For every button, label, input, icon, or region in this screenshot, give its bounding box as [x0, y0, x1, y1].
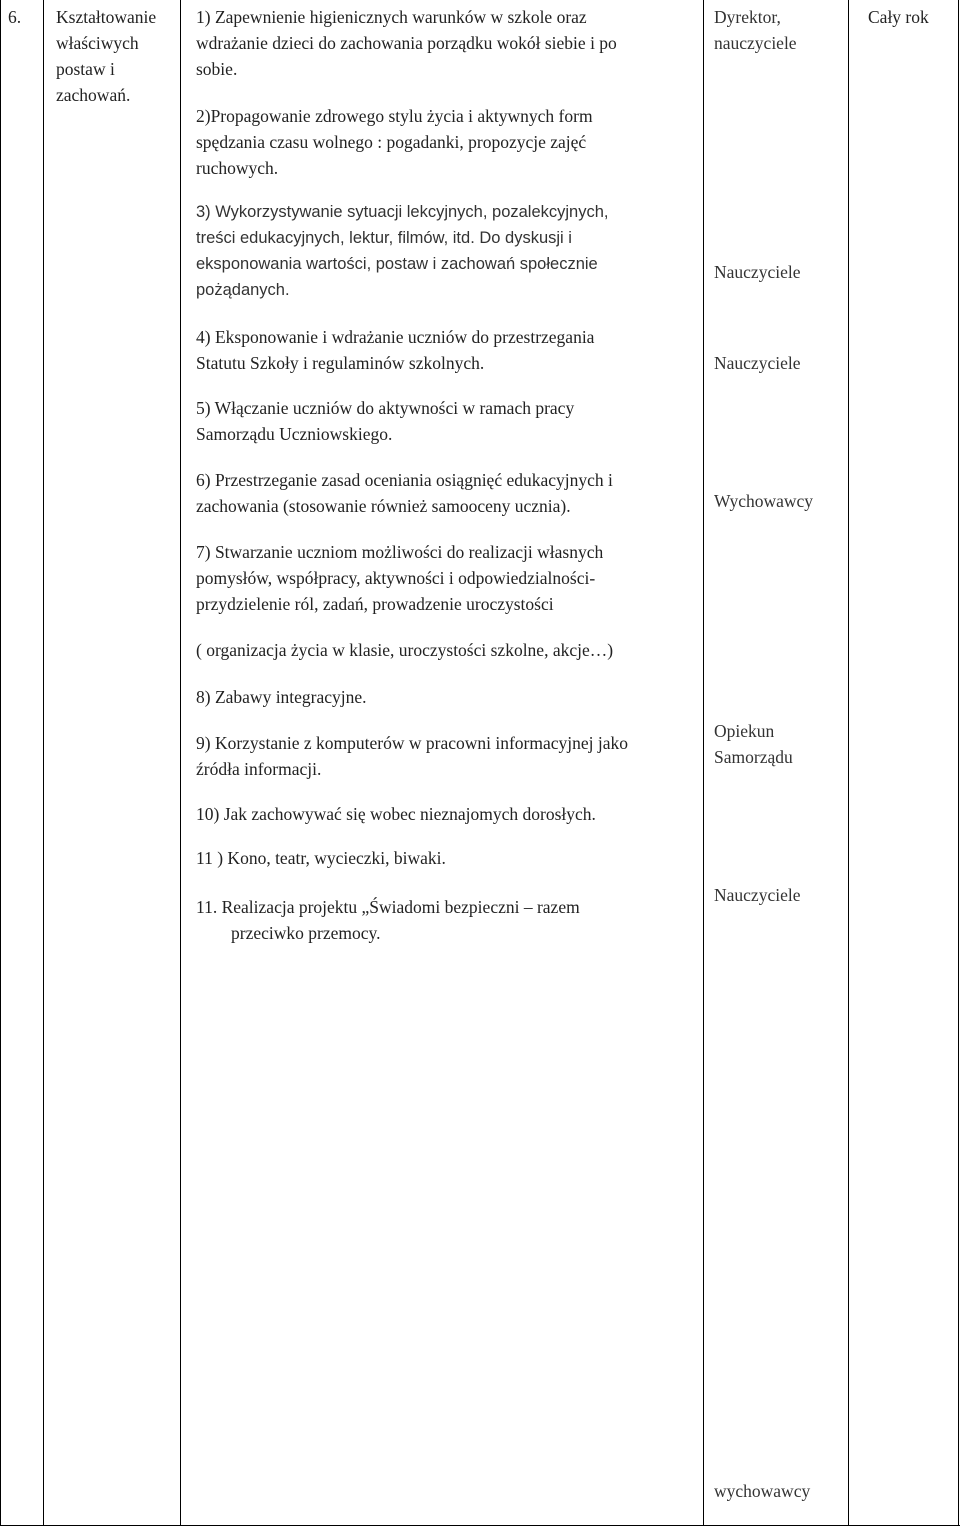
activity-line: 11 ) Kono, teatr, wycieczki, biwaki.	[196, 848, 446, 868]
activity-line: zachowania (stosowanie również samooceny ucznia).	[196, 496, 571, 516]
activity-line: 10) Jak zachowywać się wobec nieznajomych dorosłych.	[196, 804, 596, 824]
activity-line: 2)Propagowanie zdrowego stylu życia i aktywnych form	[196, 106, 593, 126]
activity-line: treści edukacyjnych, lektur, filmów, itd. Do dyskusji i	[196, 229, 572, 247]
responsible-label: nauczyciele	[714, 33, 797, 53]
column-divider-4	[848, 0, 849, 1526]
topic-line: zachowań.	[56, 85, 131, 105]
column-divider-3	[703, 0, 704, 1526]
activity-line: przeciwko przemocy.	[231, 923, 381, 943]
table-border-bottom	[0, 1525, 960, 1526]
responsible-label: wychowawcy	[714, 1481, 811, 1501]
responsible-label: Wychowawcy	[714, 491, 814, 511]
activity-line: 6) Przestrzeganie zasad oceniania osiągnięć edukacyjnych i	[196, 470, 613, 490]
activity-line: 9) Korzystanie z komputerów w pracowni informacyjnej jako	[196, 733, 629, 753]
responsible-label: Nauczyciele	[714, 262, 801, 282]
responsible-label: Opiekun	[714, 721, 775, 741]
activity-line: ( organizacja życia w klasie, uroczystości szkolne, akcje…)	[196, 640, 614, 660]
activity-line: 11. Realizacja projektu „Świadomi bezpieczni – razem	[196, 897, 580, 917]
topic-line: postaw i	[56, 59, 115, 79]
table-border-left	[0, 0, 1, 1526]
activity-line: 8) Zabawy integracyjne.	[196, 687, 367, 707]
activity-line: eksponowania wartości, postaw i zachowań społecznie	[196, 255, 598, 273]
topic-line: właściwych	[56, 33, 139, 53]
activity-line: 3) Wykorzystywanie sytuacji lekcyjnych, pozalekcyjnych,	[196, 203, 609, 221]
responsible-label: Samorządu	[714, 747, 793, 767]
row-number: 6.	[8, 7, 22, 27]
column-divider-2	[180, 0, 181, 1526]
activity-line: Samorządu Uczniowskiego.	[196, 424, 393, 444]
responsible-label: Nauczyciele	[714, 353, 801, 373]
term-label: Cały rok	[868, 7, 929, 27]
activity-line: ruchowych.	[196, 158, 279, 178]
column-divider-1	[43, 0, 44, 1526]
responsible-label: Dyrektor,	[714, 7, 781, 27]
activity-line: 1) Zapewnienie higienicznych warunków w szkole oraz	[196, 7, 587, 27]
activity-line: Statutu Szkoły i regulaminów szkolnych.	[196, 353, 485, 373]
activity-line: spędzania czasu wolnego : pogadanki, propozycje zajęć	[196, 132, 587, 152]
activity-line: przydzielenie ról, zadań, prowadzenie uroczystości	[196, 594, 554, 614]
activity-line: 5) Włączanie uczniów do aktywności w ramach pracy	[196, 398, 575, 418]
activity-line: sobie.	[196, 59, 238, 79]
activity-line: 4) Eksponowanie i wdrażanie uczniów do przestrzegania	[196, 327, 595, 347]
topic-line: Kształtowanie	[56, 7, 157, 27]
activity-line: 7) Stwarzanie uczniom możliwości do realizacji własnych	[196, 542, 604, 562]
activity-line: źródła informacji.	[196, 759, 322, 779]
activity-line: pomysłów, współpracy, aktywności i odpowiedzialności-	[196, 568, 596, 588]
activity-line: pożądanych.	[196, 281, 290, 299]
activity-line: wdrażanie dzieci do zachowania porządku wokół siebie i po	[196, 33, 617, 53]
table-border-right	[958, 0, 959, 1526]
responsible-label: Nauczyciele	[714, 885, 801, 905]
